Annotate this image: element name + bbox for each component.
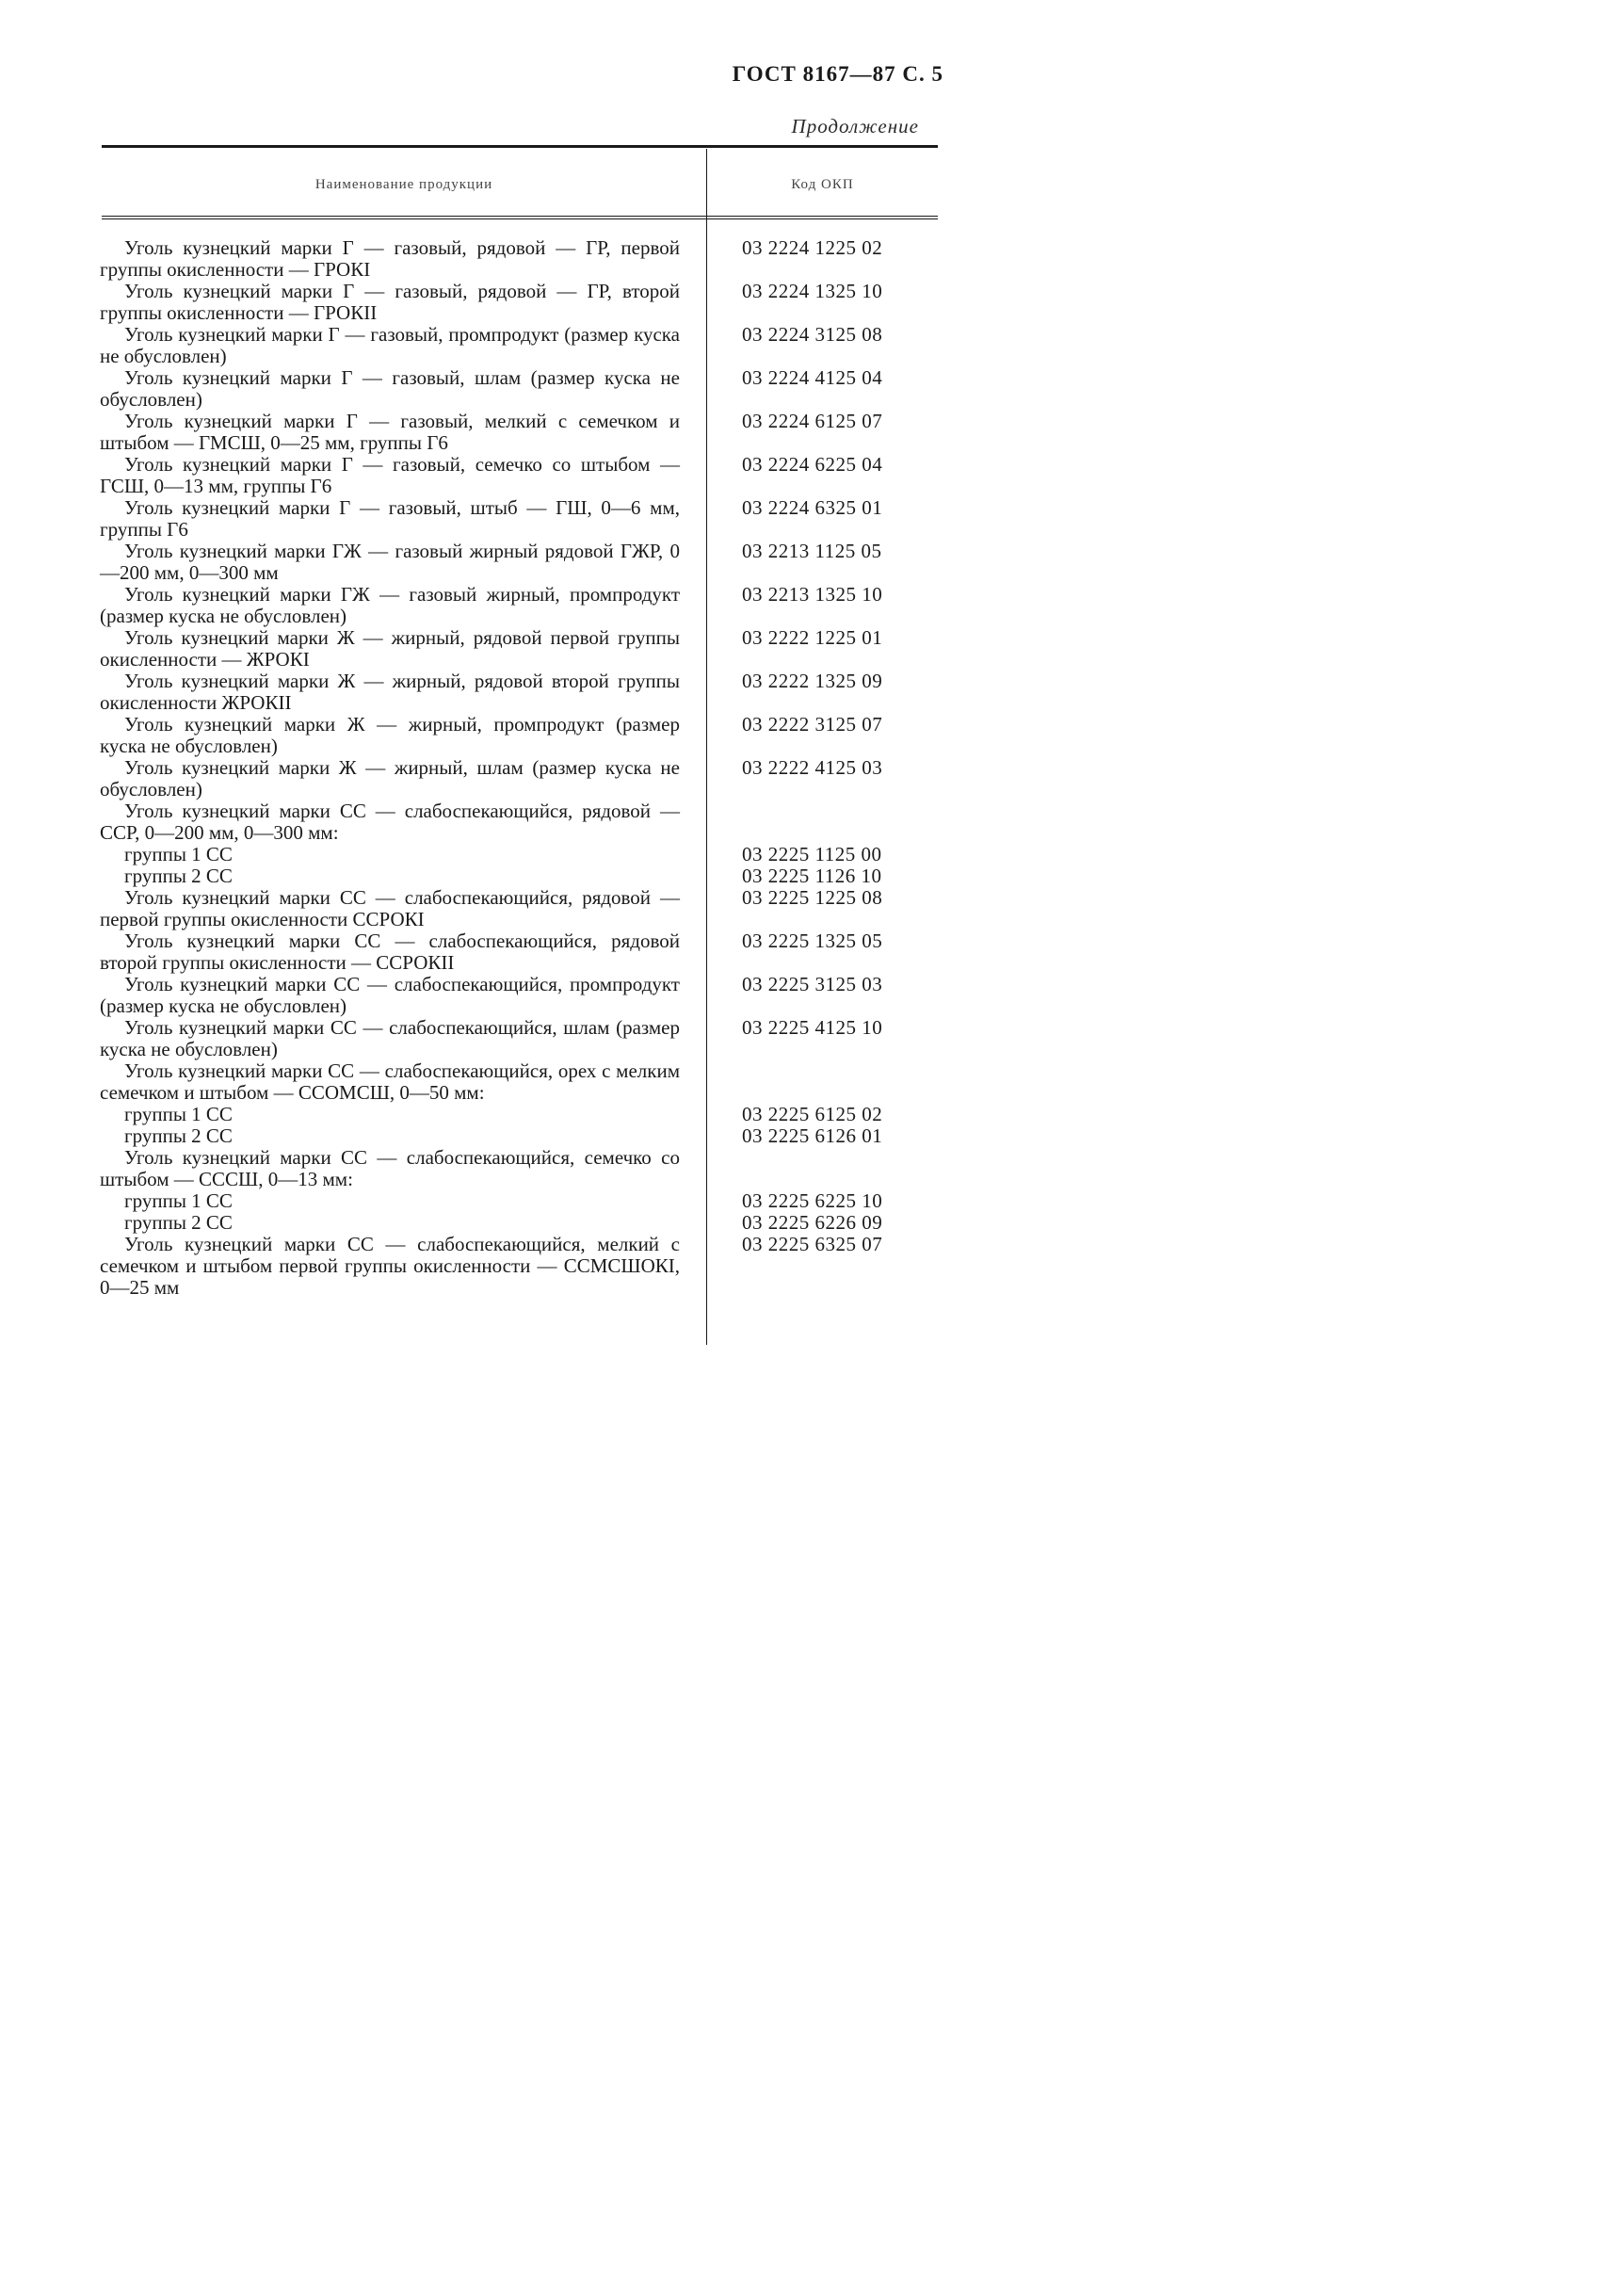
okp-code: 03 2224 1225 02 (742, 236, 883, 259)
okp-code: 03 2225 1125 00 (742, 843, 882, 865)
table-row (0, 671, 1036, 714)
table-row (0, 324, 1036, 367)
okp-code: 03 2224 6225 04 (742, 453, 883, 476)
header-bottom-rule (102, 216, 938, 217)
table-body (0, 237, 1036, 1299)
table-row (0, 1104, 1036, 1125)
column-header-okp-code: Код ОКП (791, 177, 854, 192)
okp-code: 03 2225 6225 10 (742, 1189, 883, 1212)
okp-code: 03 2224 6325 01 (742, 496, 883, 519)
table-row (0, 541, 1036, 584)
product-name: Уголь кузнецкий марки СС — слабоспекающийся, семечко со штыбом — СССШ, 0—13 мм: (100, 1146, 680, 1190)
product-name: группы 2 СС (124, 1124, 233, 1147)
table-row (0, 1017, 1036, 1060)
okp-code: 03 2225 6126 01 (742, 1124, 883, 1147)
okp-code: 03 2222 3125 07 (742, 713, 883, 736)
product-name: группы 2 СС (124, 865, 233, 887)
product-name: Уголь кузнецкий марки Ж — жирный, рядовой второй группы окисленности ЖРОКII (100, 670, 680, 714)
table-row (0, 844, 1036, 865)
table-row (0, 1125, 1036, 1147)
okp-code: 03 2225 6325 07 (742, 1233, 883, 1255)
product-name: Уголь кузнецкий марки ГЖ — газовый жирный, промпродукт (размер куска не обусловлен) (100, 583, 680, 627)
product-name: Уголь кузнецкий марки СС — слабоспекающийся, мелкий с семечком и штыбом первой группы окисленности — ССМСШОКI, 0—25 мм (100, 1233, 680, 1299)
okp-code: 03 2213 1125 05 (742, 540, 882, 562)
table-row (0, 930, 1036, 974)
table-row (0, 584, 1036, 627)
product-name: Уголь кузнецкий марки Г — газовый, рядовой — ГР, первой группы окисленности — ГРОКI (100, 236, 680, 281)
table-row (0, 1060, 1036, 1104)
table-row (0, 411, 1036, 454)
table-row (0, 627, 1036, 671)
table-row (0, 454, 1036, 497)
table-row (0, 1190, 1036, 1212)
okp-code: 03 2225 1325 05 (742, 930, 883, 952)
okp-code: 03 2224 4125 04 (742, 366, 883, 389)
product-name: Уголь кузнецкий марки СС — слабоспекающийся, рядовой — первой группы окисленности ССРОКI (100, 886, 680, 930)
table-row (0, 714, 1036, 757)
okp-code: 03 2222 1325 09 (742, 670, 883, 692)
product-name: Уголь кузнецкий марки СС — слабоспекающийся, промпродукт (размер куска не обусловлен) (100, 973, 680, 1017)
product-name: Уголь кузнецкий марки Ж — жирный, шлам (размер куска не обусловлен) (100, 756, 680, 800)
table-row (0, 887, 1036, 930)
column-header-product-name: Наименование продукции (314, 177, 493, 192)
product-name: Уголь кузнецкий марки СС — слабоспекающийся, шлам (размер куска не обусловлен) (100, 1016, 680, 1060)
okp-code: 03 2225 4125 10 (742, 1016, 883, 1039)
table-row (0, 237, 1036, 281)
table-row (0, 497, 1036, 541)
product-name: Уголь кузнецкий марки Г — газовый, шлам (размер куска не обусловлен) (100, 366, 680, 411)
continuation-label: Продолжение (791, 115, 919, 137)
okp-code: 03 2222 1225 01 (742, 626, 883, 649)
product-name: Уголь кузнецкий марки Г — газовый, рядовой — ГР, второй группы окисленности — ГРОКII (100, 280, 680, 324)
product-name: Уголь кузнецкий марки Г — газовый, промпродукт (размер куска не обусловлен) (100, 323, 680, 367)
table-row (0, 1212, 1036, 1234)
product-name: Уголь кузнецкий марки СС — слабоспекающийся, орех с мелким семечком и штыбом — ССОМСШ, 0—50 мм: (100, 1059, 680, 1104)
header-bottom-rule-second (102, 218, 938, 219)
okp-code: 03 2222 4125 03 (742, 756, 883, 779)
table-top-rule (102, 145, 938, 148)
table-row (0, 1147, 1036, 1190)
table-row (0, 974, 1036, 1017)
product-name: Уголь кузнецкий марки Г — газовый, мелкий с семечком и штыбом — ГМСШ, 0—25 мм, группы Г6 (100, 410, 680, 454)
okp-code: 03 2224 1325 10 (742, 280, 883, 302)
table-row (0, 367, 1036, 411)
document-code: ГОСТ 8167—87 С. 5 (732, 62, 943, 86)
product-name: группы 1 СС (124, 1103, 233, 1125)
table-row (0, 800, 1036, 844)
table-row (0, 1234, 1036, 1299)
okp-code: 03 2225 1225 08 (742, 886, 883, 909)
product-name: группы 1 СС (124, 843, 233, 865)
okp-code: 03 2224 6125 07 (742, 410, 883, 432)
okp-code: 03 2213 1325 10 (742, 583, 883, 606)
product-name: Уголь кузнецкий марки Ж — жирный, рядовой первой группы окисленности — ЖРОКI (100, 626, 680, 671)
okp-code: 03 2225 3125 03 (742, 973, 883, 995)
product-name: Уголь кузнецкий марки ГЖ — газовый жирный рядовой ГЖР, 0—200 мм, 0—300 мм (100, 540, 680, 584)
product-name: Уголь кузнецкий марки Г — газовый, штыб — ГШ, 0—6 мм, группы Г6 (100, 496, 680, 541)
okp-code: 03 2225 1126 10 (742, 865, 882, 887)
okp-code: 03 2224 3125 08 (742, 323, 883, 346)
product-name: Уголь кузнецкий марки Г — газовый, семечко со штыбом — ГСШ, 0—13 мм, группы Г6 (100, 453, 680, 497)
table-row (0, 757, 1036, 800)
table-row (0, 865, 1036, 887)
product-name: группы 2 СС (124, 1211, 233, 1234)
table-row (0, 281, 1036, 324)
product-name: Уголь кузнецкий марки СС — слабоспекающийся, рядовой второй группы окисленности — ССРОКII (100, 930, 680, 974)
okp-code: 03 2225 6226 09 (742, 1211, 883, 1234)
product-name: Уголь кузнецкий марки Ж — жирный, промпродукт (размер куска не обусловлен) (100, 713, 680, 757)
okp-code: 03 2225 6125 02 (742, 1103, 883, 1125)
product-name: группы 1 СС (124, 1189, 233, 1212)
product-name: Уголь кузнецкий марки СС — слабоспекающийся, рядовой — ССР, 0—200 мм, 0—300 мм: (100, 800, 680, 844)
